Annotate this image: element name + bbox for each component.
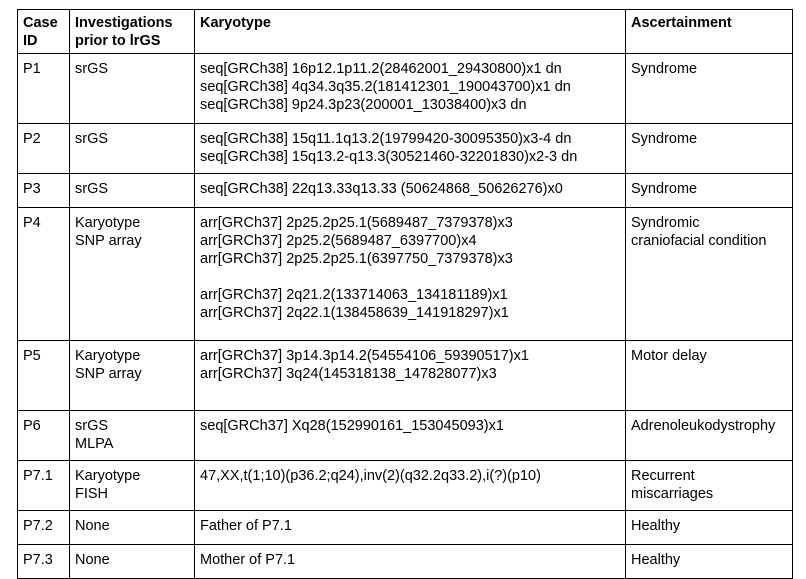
karyotype-line: seq[GRCh38] 16p12.1p11.2(28462001_29430800)x1 dn (200, 61, 562, 77)
table-body (18, 54, 793, 579)
karyotype-line: arr[GRCh37] 2p25.2p25.1(5689487_7379378)x3 (200, 215, 513, 231)
ascertainment-line: Syndrome (631, 61, 698, 77)
table-row (18, 411, 793, 461)
karyotype-line: seq[GRCh38] 22q13.33q13.33 (50624868_50626276)x0 (200, 181, 563, 197)
header-karyotype: Karyotype (195, 10, 626, 54)
cell-ascertainment (626, 545, 793, 579)
cell-karyotype (195, 208, 626, 341)
cell-karyotype (195, 511, 626, 545)
investigation-line: srGS (75, 131, 109, 147)
cell-karyotype (195, 124, 626, 174)
cell-investigations (70, 511, 195, 545)
table-row (18, 341, 793, 411)
cell-case-id: P2 (18, 124, 70, 174)
cell-investigations (70, 411, 195, 461)
table-row (18, 54, 793, 124)
line-gap (200, 268, 620, 286)
ascertainment-line: Syndromic (631, 215, 700, 231)
cell-karyotype (195, 174, 626, 208)
investigation-line: None (75, 552, 110, 568)
header-ascertainment: Ascertainment (626, 10, 793, 54)
cell-case-id: P7.1 (18, 461, 70, 511)
cell-investigations (70, 341, 195, 411)
karyotype-line: Father of P7.1 (200, 518, 292, 534)
karyotype-line: arr[GRCh37] 2p25.2p25.1(6397750_7379378)x3 (200, 251, 513, 267)
investigation-line: srGS (75, 61, 109, 77)
cell-ascertainment (626, 54, 793, 124)
karyotype-line: arr[GRCh37] 2p25.2(5689487_6397700)x4 (200, 233, 477, 249)
table-row (18, 124, 793, 174)
karyotype-line: 47,XX,t(1;10)(p36.2;q24),inv(2)(q32.2q33.2),i(?)(p10) (200, 468, 541, 484)
header-row (18, 10, 793, 54)
karyotype-line: arr[GRCh37] 2q22.1(138458639_141918297)x1 (200, 305, 509, 321)
ascertainment-line: Syndrome (631, 181, 698, 197)
ascertainment-line: Adrenoleukodystrophy (631, 418, 776, 434)
cell-karyotype (195, 341, 626, 411)
cell-investigations (70, 461, 195, 511)
ascertainment-line: miscarriages (631, 486, 714, 502)
investigation-line: srGS (75, 418, 109, 434)
cell-karyotype (195, 461, 626, 511)
investigation-line: MLPA (75, 436, 114, 452)
table-row (18, 545, 793, 579)
cell-case-id: P5 (18, 341, 70, 411)
ascertainment-line: Healthy (631, 518, 681, 534)
header-case-id-line2: ID (23, 33, 38, 49)
header-investigations-line2: prior to lrGS (75, 33, 161, 49)
cell-investigations (70, 545, 195, 579)
header-investigations (70, 10, 195, 54)
cell-ascertainment (626, 341, 793, 411)
cell-karyotype (195, 545, 626, 579)
cell-ascertainment (626, 511, 793, 545)
cell-investigations (70, 54, 195, 124)
header-case-id-line1: Case (23, 15, 58, 31)
cell-case-id: P1 (18, 54, 70, 124)
investigation-line: Karyotype (75, 348, 141, 364)
investigation-line: SNP array (75, 366, 142, 382)
cell-case-id: P6 (18, 411, 70, 461)
karyotype-line: seq[GRCh38] 15q11.1q13.2(19799420-30095350)x3-4 dn (200, 131, 572, 147)
cell-case-id: P7.3 (18, 545, 70, 579)
karyotype-line: Mother of P7.1 (200, 552, 296, 568)
investigation-line: FISH (75, 486, 109, 502)
cell-ascertainment (626, 124, 793, 174)
karyotype-table (17, 9, 793, 579)
ascertainment-line: Syndrome (631, 131, 698, 147)
table-row (18, 511, 793, 545)
cell-case-id: P7.2 (18, 511, 70, 545)
investigation-line: None (75, 518, 110, 534)
table-row (18, 461, 793, 511)
header-investigations-line1: Investigations (75, 15, 173, 31)
cell-investigations (70, 124, 195, 174)
table-row (18, 174, 793, 208)
cell-investigations (70, 208, 195, 341)
cell-ascertainment (626, 174, 793, 208)
karyotype-line: arr[GRCh37] 3q24(145318138_147828077)x3 (200, 366, 497, 382)
karyotype-line: arr[GRCh37] 3p14.3p14.2(54554106_59390517)x1 (200, 348, 529, 364)
cell-karyotype (195, 411, 626, 461)
header-case-id (18, 10, 70, 54)
ascertainment-line: Healthy (631, 552, 681, 568)
karyotype-line: seq[GRCh37] Xq28(152990161_153045093)x1 (200, 418, 504, 434)
karyotype-line: seq[GRCh38] 4q34.3q35.2(181412301_190043700)x1 dn (200, 79, 571, 95)
karyotype-line: arr[GRCh37] 2q21.2(133714063_134181189)x1 (200, 287, 508, 303)
investigation-line: Karyotype (75, 215, 141, 231)
cell-ascertainment (626, 411, 793, 461)
karyotype-line: seq[GRCh38] 15q13.2-q13.3(30521460-32201830)x2-3 dn (200, 149, 578, 165)
investigation-line: SNP array (75, 233, 142, 249)
ascertainment-line: Motor delay (631, 348, 707, 364)
cell-case-id: P4 (18, 208, 70, 341)
ascertainment-line: Recurrent (631, 468, 695, 484)
ascertainment-line: craniofacial condition (631, 233, 767, 249)
cell-ascertainment (626, 208, 793, 341)
cell-investigations (70, 174, 195, 208)
table-row (18, 208, 793, 341)
cell-case-id: P3 (18, 174, 70, 208)
investigation-line: srGS (75, 181, 109, 197)
investigation-line: Karyotype (75, 468, 141, 484)
karyotype-line: seq[GRCh38] 9p24.3p23(200001_13038400)x3 dn (200, 97, 527, 113)
cell-ascertainment (626, 461, 793, 511)
cell-karyotype (195, 54, 626, 124)
